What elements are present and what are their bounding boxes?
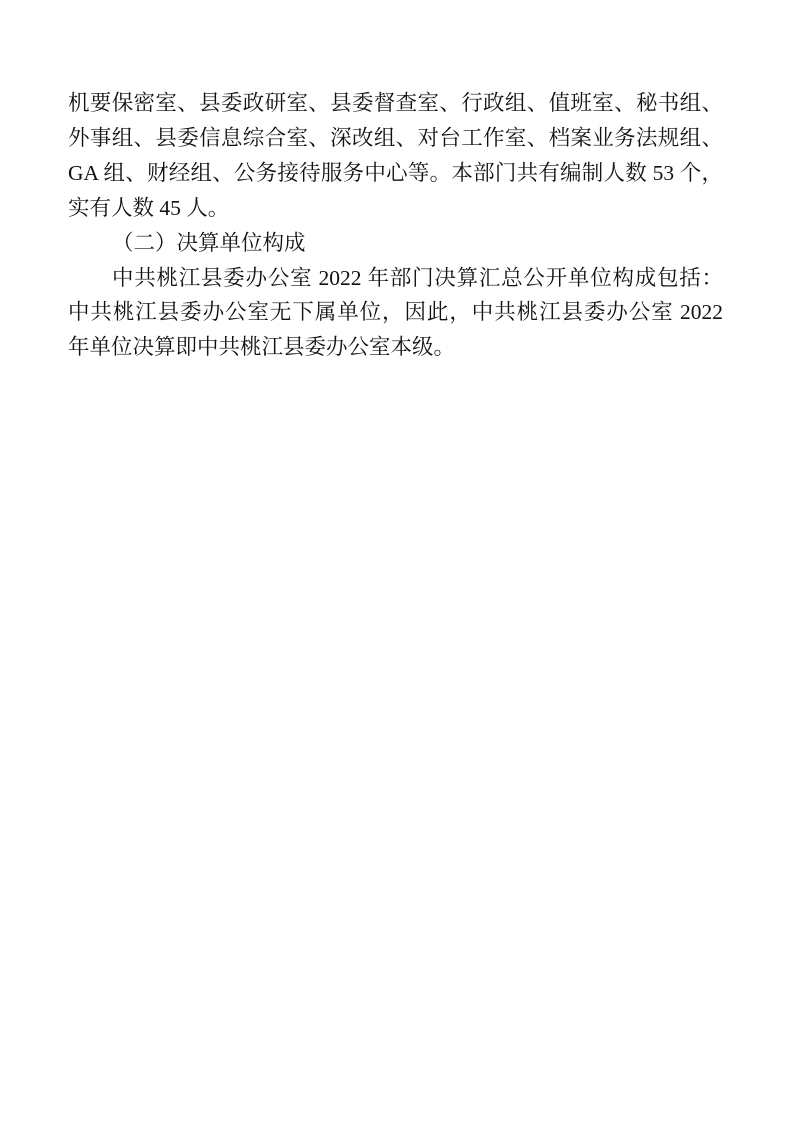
- body-line: 中共桃江县委办公室 2022 年部门决算汇总公开单位构成包括：: [112, 265, 723, 290]
- body-line: 外事组、县委信息综合室、深改组、对台工作室、档案业务法规组、: [68, 125, 723, 150]
- body-line: 中共桃江县委办公室无下属单位，因此，中共桃江县委办公室 2022: [68, 300, 723, 325]
- body-line: 实有人数 45 人。: [68, 195, 230, 220]
- body-line: 机要保密室、县委政研室、县委督查室、行政组、值班室、秘书组、: [68, 91, 723, 115]
- body-line: GA 组、财经组、公务接待服务中心等。本部门共有编制人数 53 个，: [68, 160, 723, 185]
- document-body: [68, 86, 723, 365]
- body-line: 年单位决算即中共桃江县委办公室本级。: [68, 335, 456, 360]
- section-heading: （二）决算单位构成: [112, 230, 306, 255]
